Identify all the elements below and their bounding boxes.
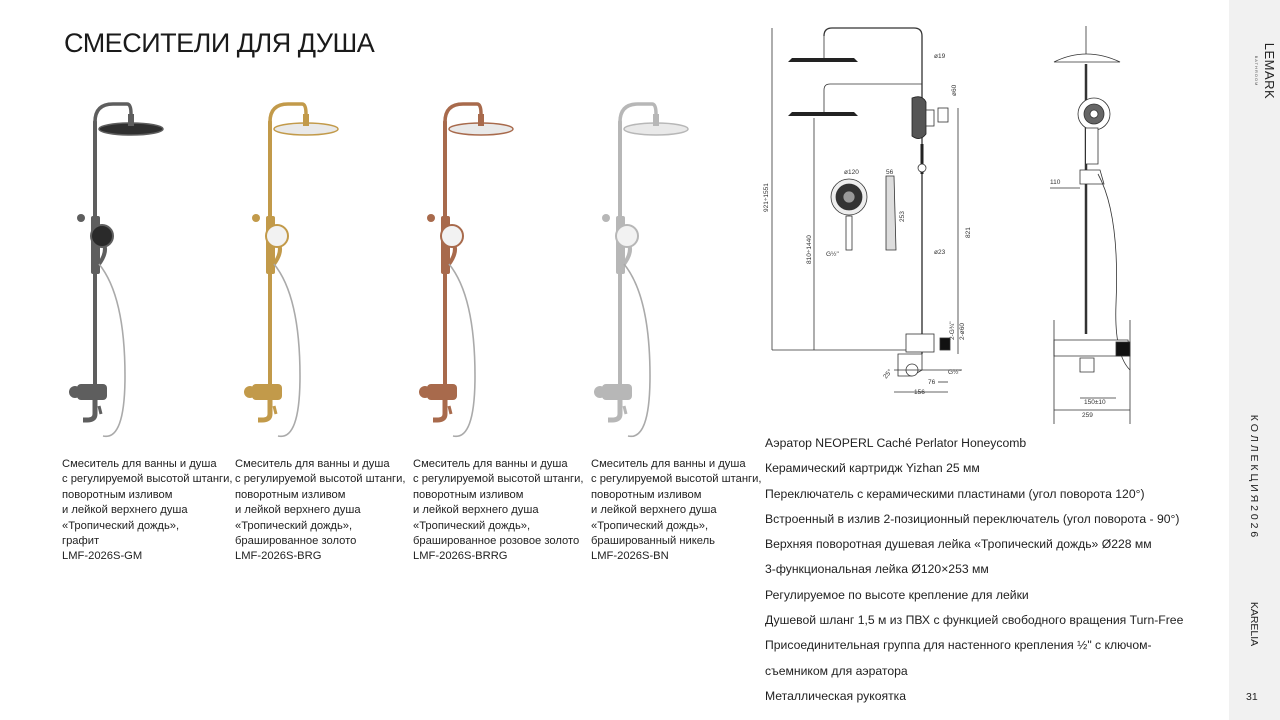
dim-label: 56 — [886, 169, 894, 176]
dim-label: 150±10 — [1084, 399, 1106, 406]
feature-item: Регулируемое по высоте крепление для лейки — [765, 587, 1029, 602]
brand-logo: LEMARK BATHROOM — [1254, 42, 1277, 100]
product-caption-graphite: Смеситель для ванны и душа с регулируемой высотой штанги, поворотным изливом и лейкой верхнего душа «Тропический дождь», графит LMF-2026S-GM — [62, 458, 233, 563]
feature-item: Переключатель с керамическими пластинами (угол поворота 120°) — [765, 486, 1145, 501]
dim-label: 25° — [882, 368, 894, 381]
product-image-nickel — [580, 96, 720, 446]
dim-label: ø120 — [844, 169, 859, 176]
page-title: СМЕСИТЕЛИ ДЛЯ ДУША — [64, 28, 375, 58]
technical-drawing-side — [1040, 24, 1140, 424]
dim-label: 2-G¾" — [949, 321, 956, 340]
feature-item: Керамический картридж Yizhan 25 мм — [765, 461, 980, 476]
feature-item: Аэратор NEOPERL Caché Perlator Honeycomb — [765, 436, 1027, 450]
dim-label: 810÷1440 — [806, 235, 813, 264]
dim-label: 921÷1551 — [763, 183, 770, 212]
product-caption-gold: Смеситель для ванны и душа с регулируемой высотой штанги, поворотным изливом и лейкой верхнего душа «Тропический дождь», брашированное золото LMF-2026S-BRG — [235, 458, 406, 563]
feature-item: 3-функциональная лейка Ø120×253 мм — [765, 562, 989, 577]
feature-item: Присоединительная группа для настенного крепления ½" с ключом- — [765, 638, 1152, 653]
feature-item: Металлическая рукоятка — [765, 688, 907, 703]
product-image-graphite — [55, 96, 195, 446]
page-number: 31 — [1246, 691, 1258, 703]
product-caption-rose-gold: Смеситель для ванны и душа с регулируемой высотой штанги, поворотным изливом и лейкой верхнего душа «Тропический дождь», брашированное розовое золото LMF-2026S-BRRG — [413, 458, 584, 563]
dim-label: 821 — [965, 227, 972, 238]
dim-label: G½" — [826, 251, 839, 258]
dim-label: G½" — [948, 369, 961, 376]
dim-label: 110 — [1050, 179, 1061, 186]
dim-label: ø23 — [934, 249, 946, 256]
product-caption-nickel: Смеситель для ванны и душа с регулируемой высотой штанги, поворотным изливом и лейкой верхнего душа «Тропический дождь», брашированный никель LMF-2026S-BN — [591, 458, 762, 563]
collection-label: К О Л Л Е К Ц И Я 2 0 2 6 — [1248, 414, 1260, 538]
features-list — [765, 432, 1220, 710]
dim-label: 76 — [928, 379, 936, 386]
feature-item: Верхняя поворотная душевая лейка «Тропический дождь» Ø228 мм — [765, 537, 1152, 552]
product-image-rose-gold — [405, 96, 545, 446]
dim-label: 259 — [1082, 412, 1093, 419]
product-image-gold — [230, 96, 370, 446]
feature-item: Душевой шланг 1,5 м из ПВХ с функцией свободного вращения Turn-Free — [765, 613, 1184, 628]
dim-label: 253 — [899, 211, 906, 222]
dim-label: 156 — [914, 389, 925, 396]
dim-label: 2-ø60 — [959, 323, 966, 340]
feature-item: Встроенный в излив 2-позиционный переключатель (угол поворота - 90°) — [765, 511, 1180, 526]
dim-label: ø19 — [934, 53, 946, 60]
series-label: KARELIA — [1248, 601, 1260, 647]
feature-item: съемником для аэратора — [765, 663, 908, 678]
technical-drawing-front — [762, 24, 982, 404]
dim-label: ø60 — [951, 84, 958, 96]
